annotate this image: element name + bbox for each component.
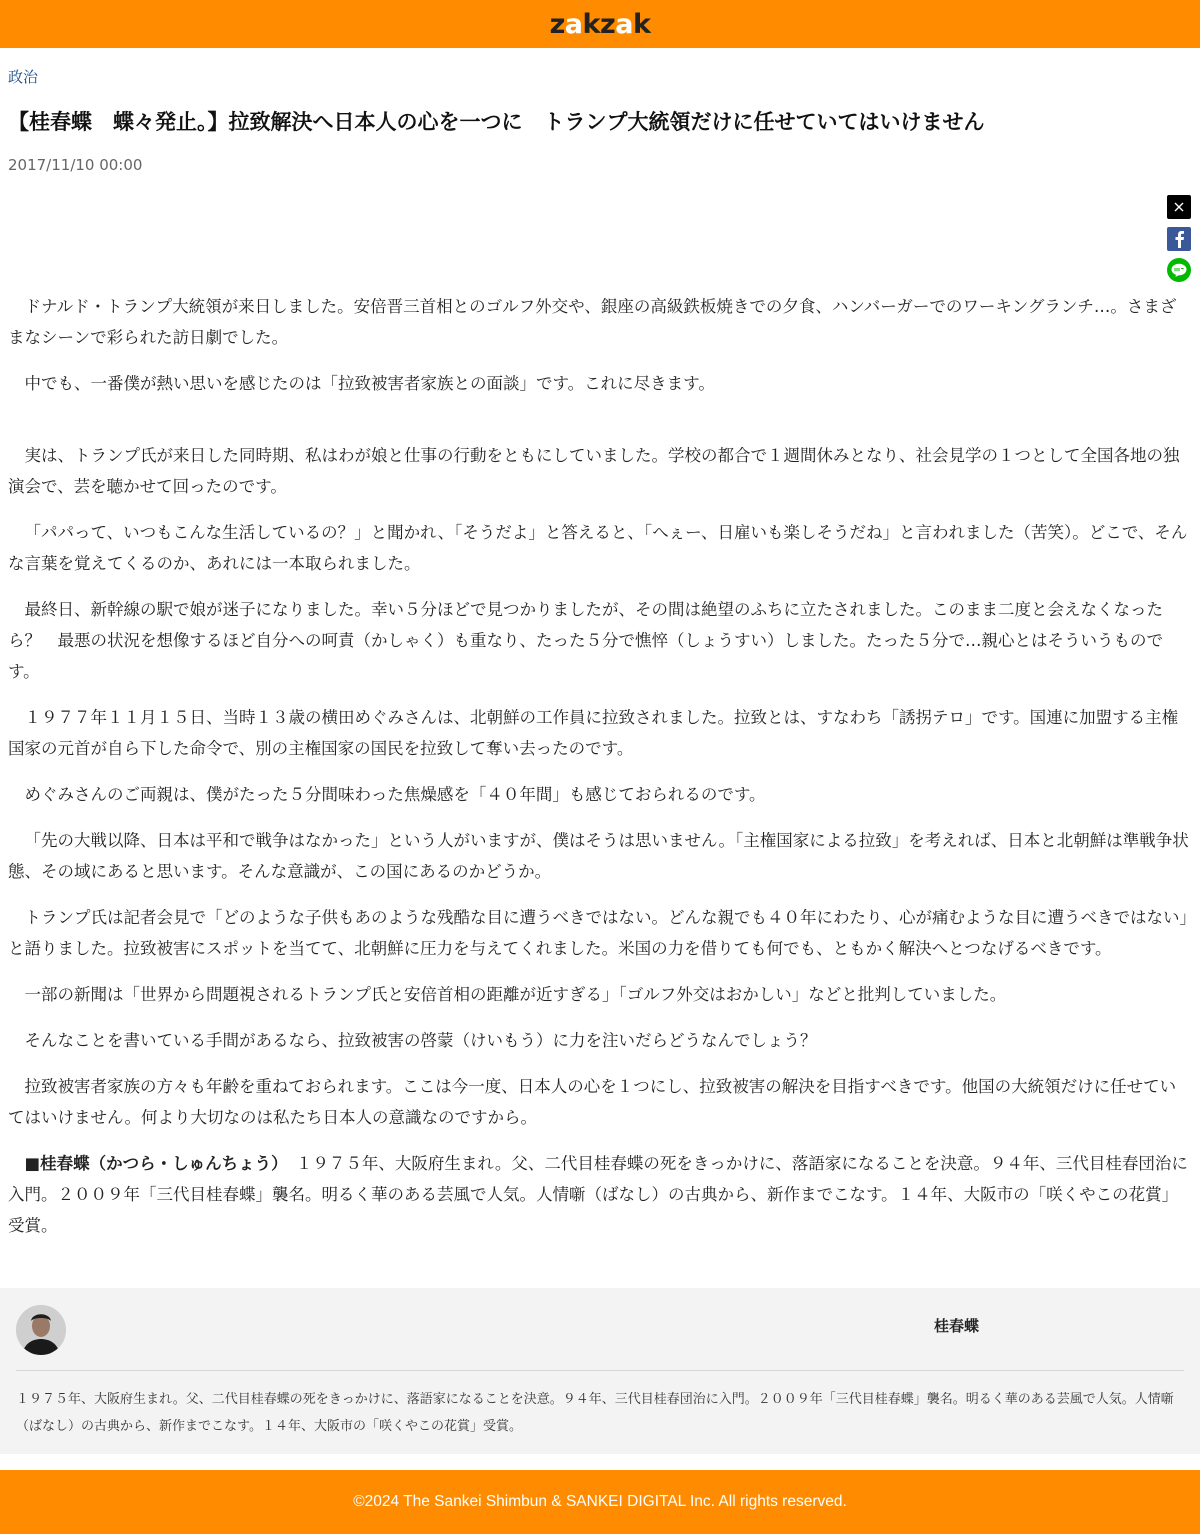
share-line-button[interactable] [1167,258,1191,282]
article-paragraph: 「パパって、いつもこんな生活しているの？」と聞かれ、「そうだよ」と答えると、「へぇー、日雇いも楽しそうだね」と言われました（苦笑）。どこで、そんな言葉を覚えてくるのか、あれには一本取られました。 [8,523,1188,573]
article-date: 2017/11/10 00:00 [8,156,143,174]
author-box [0,1288,1200,1454]
x-icon [1174,202,1184,212]
site-footer [0,1470,1200,1534]
site-logo[interactable]: zakzak [549,8,651,40]
article-paragraph: 実は、トランプ氏が来日した同時期、私はわが娘と仕事の行動をともにしていました。学校の都合で１週間休みとなり、社会見学の１つとして全国各地の独演会で、芸を聴かせて回ったのです。 [8,446,1180,496]
author-avatar[interactable] [16,1305,66,1355]
site-header [0,0,1200,48]
article-paragraph: 「先の大戦以降、日本は平和で戦争はなかった」という人がいますが、僕はそうは思いません。「主権国家による拉致」を考えれば、日本と北朝鮮は準戦争状態、その域にあると思います。そんな意識が、この国にあるのかどうか。 [8,831,1189,881]
article-paragraph: 最終日、新幹線の駅で娘が迷子になりました。幸い５分ほどで見つかりましたが、その間は絶望のふちに立たされました。このまま二度と会えなくなったら？ 最悪の状況を想像するほど自分への呵責（かしゃく）も重なり、たった５分で憔悴（しょうすい）しました。たった５分で…親心とはそういうものです。 [8,600,1163,681]
share-facebook-button[interactable] [1167,227,1191,251]
author-name[interactable]: 桂春蝶 [934,1317,980,1335]
article-title: 【桂春蝶 蝶々発止。】拉致解決へ日本人の心を一つに トランプ大統領だけに任せていてはいけません [8,110,985,134]
article-paragraph: 一部の新聞は「世界から問題視されるトランプ氏と安倍首相の距離が近すぎる」「ゴルフ外交はおかしい」などと批判していました。 [24,985,1007,1004]
author-profile-paragraph [8,1148,1190,1241]
article-paragraph: そんなことを書いている手間があるなら、拉致被害の啓蒙（けいもう）に力を注いだらどうなんでしょう？ [24,1031,817,1050]
profile-heading: ■桂春蝶（かつら・しゅんちょう） [24,1154,280,1173]
copyright-text: ©2024 The Sankei Shimbun & SANKEI DIGITAL Inc. All rights reserved. [353,1493,847,1510]
profile-text: １９７５年、大阪府生まれ。父、二代目桂春蝶の死をきっかけに、落語家になることを決意。９４年、三代目桂春団治に入門。２００９年「三代目桂春蝶」襲名。明るく華のある芸風で人気。人情噺（ばなし）の古典から、新作までこなす。１４年、大阪市の「咲くやこの花賞」受賞。 [8,1154,1188,1235]
author-bio: １９７５年、大阪府生まれ。父、二代目桂春蝶の死をきっかけに、落語家になることを決意。９４年、三代目桂春団治に入門。２００９年「三代目桂春蝶」襲名。明るく華のある芸風で人気。人情噺（ばなし）の古典から、新作までこなす。１４年、大阪市の「咲くやこの花賞」受賞。 [16,1392,1174,1434]
divider [16,1370,1184,1371]
avatar-image [16,1305,66,1355]
facebook-icon [1173,230,1185,248]
article-body [8,291,1190,1256]
article-paragraph: 拉致被害者家族の方々も年齢を重ねておられます。ここは今一度、日本人の心を１つにし、拉致被害の解決を目指すべきです。他国の大統領だけに任せていてはいけません。何より大切なのは私たち日本人の意識なのですから。 [8,1077,1177,1127]
article-paragraph: ドナルド・トランプ大統領が来日しました。安倍晋三首相とのゴルフ外交や、銀座の高級鉄板焼きでの夕食、ハンバーガーでのワーキングランチ…。さまざまなシーンで彩られた訪日劇でした。 [8,297,1177,347]
line-icon [1171,263,1187,277]
article-paragraph: めぐみさんのご両親は、僕がたった５分間味わった焦燥感を「４０年間」も感じておられるのです。 [24,785,766,804]
share-x-button[interactable] [1167,195,1191,219]
article-paragraph: 中でも、一番僕が熱い思いを感じたのは「拉致被害者家族との面談」です。これに尽きます。 [24,374,715,393]
article-paragraph: １９７７年１１月１５日、当時１３歳の横田めぐみさんは、北朝鮮の工作員に拉致されました。拉致とは、すなわち「誘拐テロ」です。国連に加盟する主権国家の元首が自ら下した命令で、別の主権国家の国民を拉致して奪い去ったのです。 [8,708,1179,758]
category-link[interactable]: 政治 [8,68,39,86]
article-paragraph: トランプ氏は記者会見で「どのような子供もあのような残酷な目に遭うべきではない。どんな親でも４０年にわたり、心が痛むような目に遭うべきではない」と語りました。拉致被害にスポットを当てて、北朝鮮に圧力を与えてくれました。米国の力を借りても何でも、ともかく解決へとつなげるべきです。 [8,908,1188,958]
